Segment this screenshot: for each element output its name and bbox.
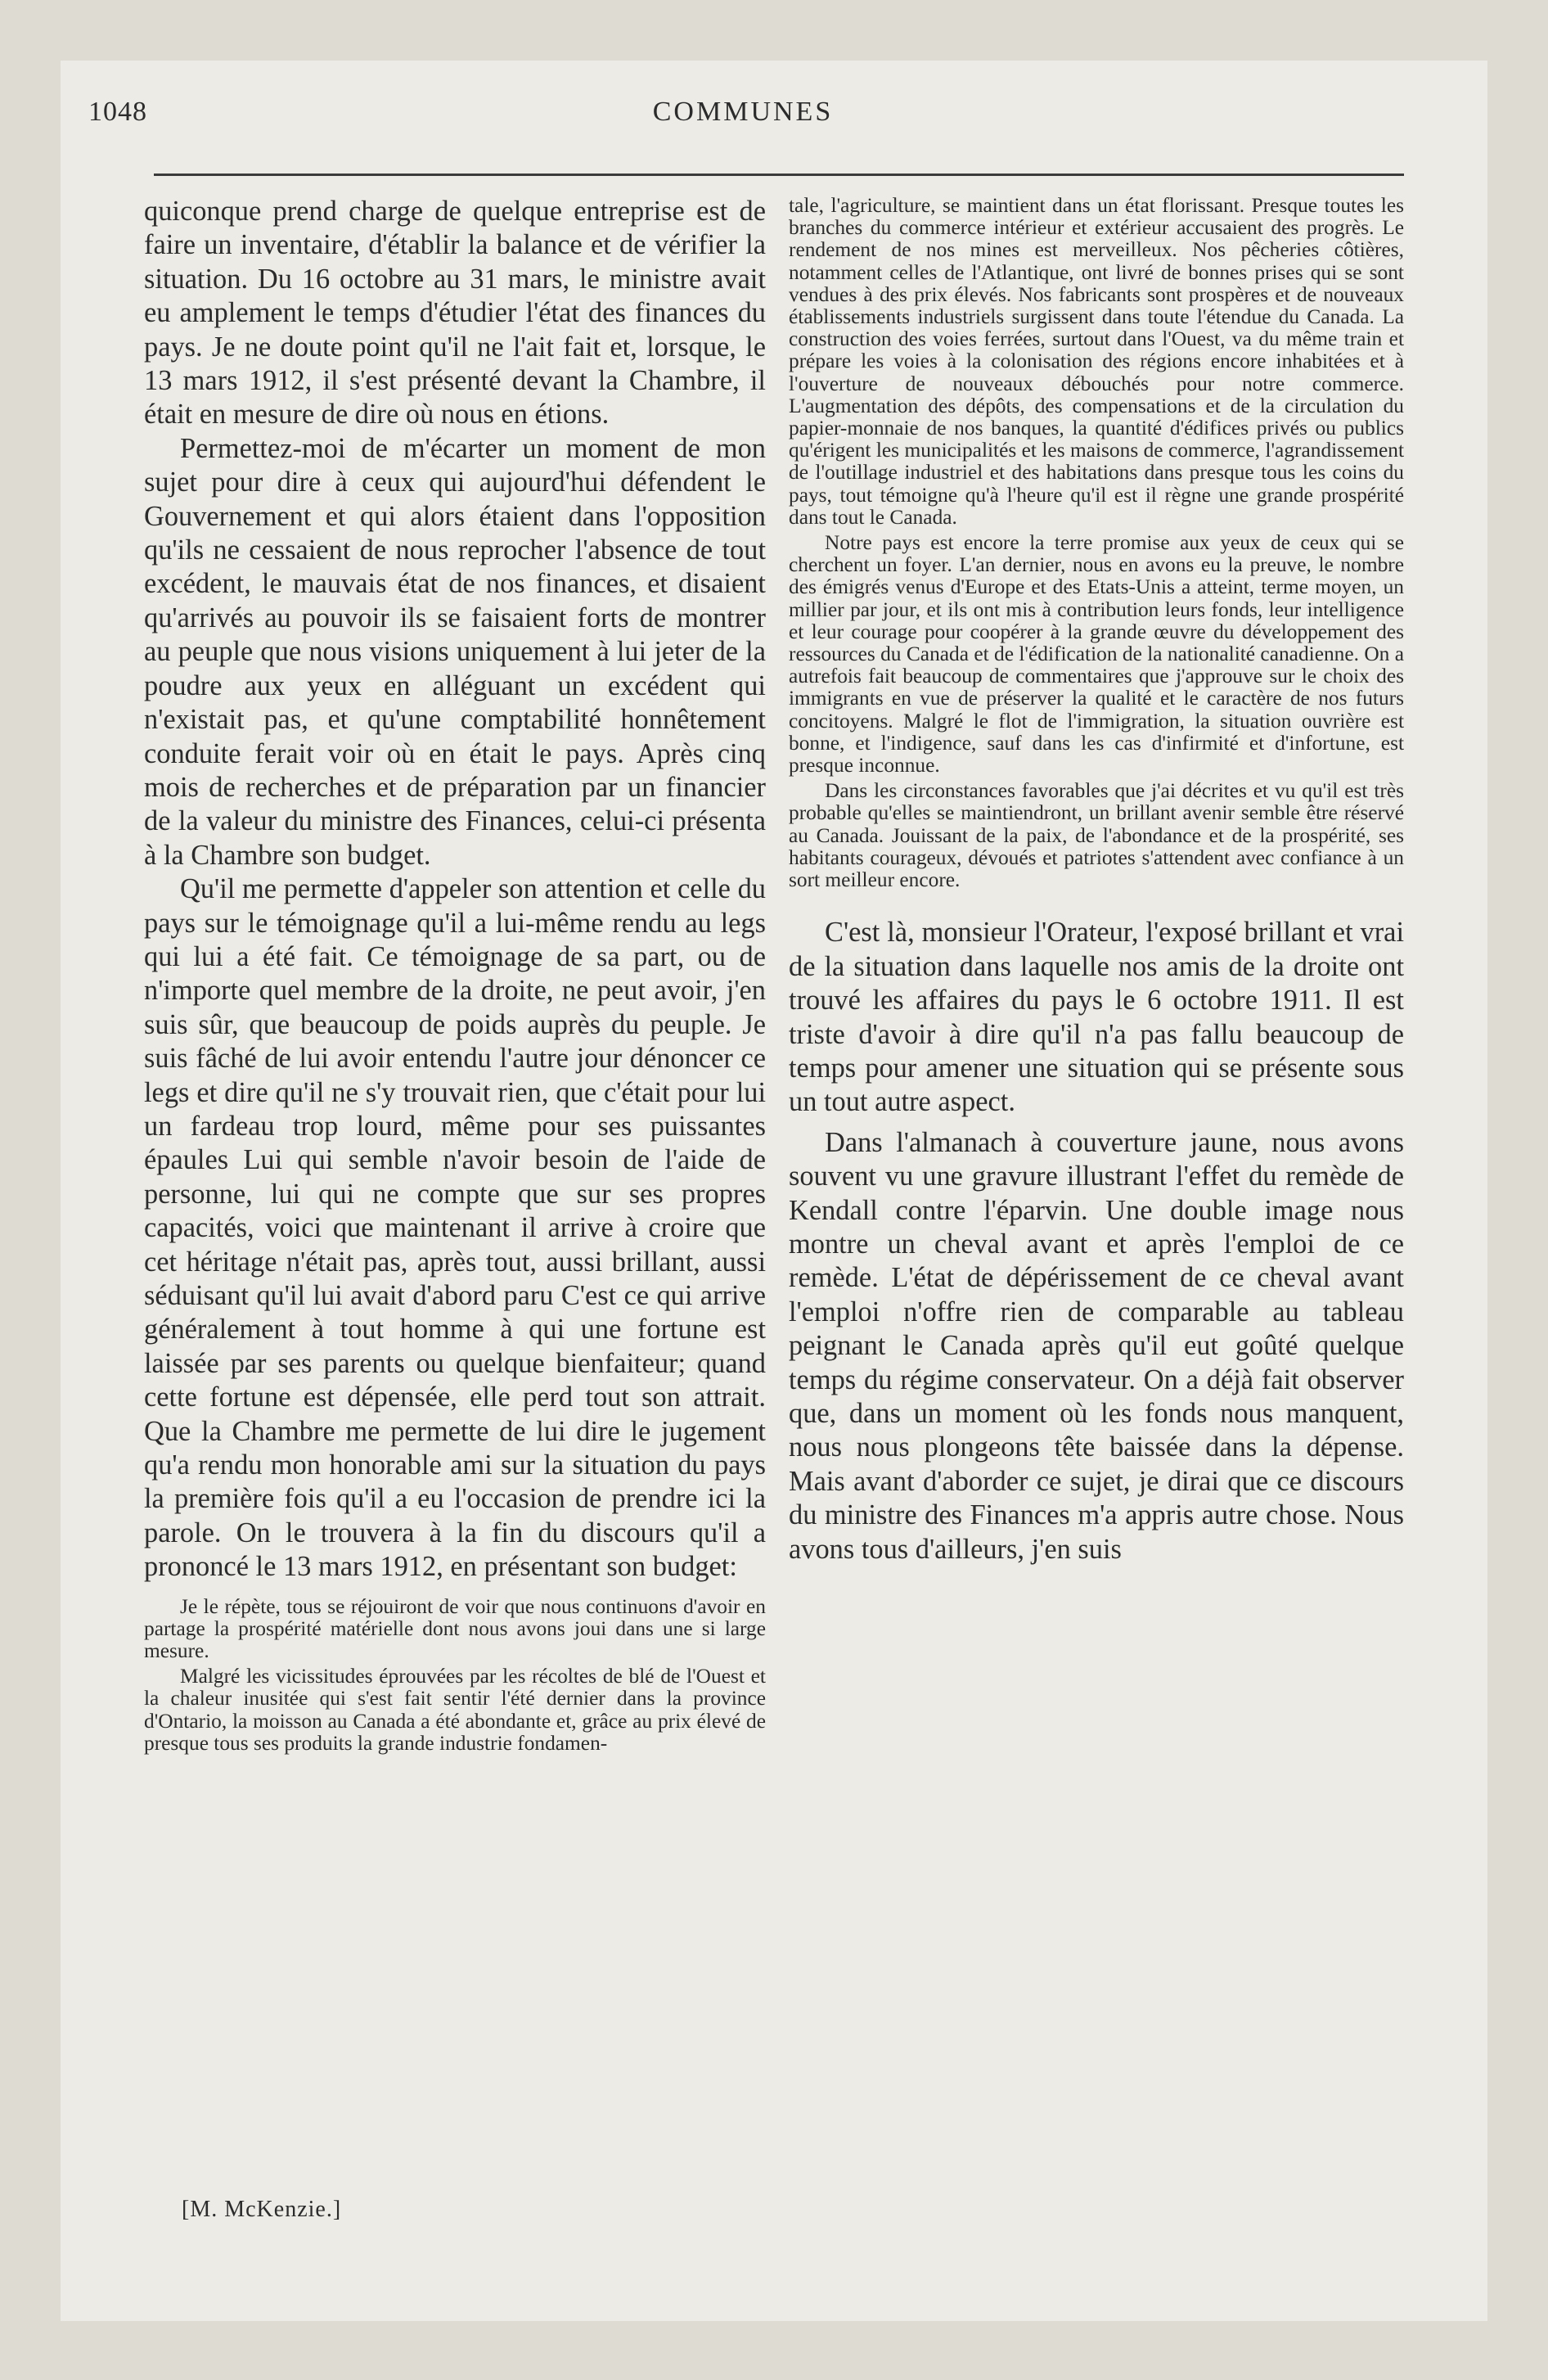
speaker-footer: [M. McKenzie.] xyxy=(182,2197,342,2222)
spacer xyxy=(789,891,1404,916)
paragraph: quiconque prend charge de quelque entreprise est de faire un inventaire, d'établir la balance et de vérifier la situation. Du 16 octobre au 31 mars, le ministre avait eu amplement le temps d'étudier l'état des finances du pays. Je ne doute point qu'il ne l'ait fait et, lorsque, le 13 mars 1912, il s'est présenté devant la Chambre, il était en mesure de dire où nous en étions. xyxy=(144,196,766,430)
running-head: COMMUNES xyxy=(652,97,834,127)
left-column xyxy=(144,195,766,1755)
quoted-paragraph: Je le répète, tous se réjouiront de voir que nous continuons d'avoir en partage la prospérité matérielle dont nous avons joui dans une si large mesure. xyxy=(144,1594,766,1663)
paragraph: Permettez-moi de m'écarter un moment de mon sujet pour dire à ceux qui aujourd'hui défendent le Gouvernement et qui alors étaient dans l'opposition qu'ils ne cessaient de nous reprocher l'absence de tout excédent, le mauvais état de nos finances, et disaient qu'arrivés au pouvoir ils se faisaient forts de montrer au peuple que nous visions uniquement à lui jeter de la poudre aux yeux en alléguant un excédent qui n'existait pas, et qu'une comptabilité honnêtement conduite ferait voir où en était le pays. Après cinq mois de recherches et de préparation par un financier de la valeur du ministre des Finances, celui-ci présenta à la Chambre son budget. xyxy=(144,432,766,871)
quoted-paragraph: Malgré les vicissitudes éprouvées par les récoltes de blé de l'Ouest et la chaleur inusitée qui s'est fait sentir l'été dernier dans la province d'Ontario, la moisson au Canada a été abondante et, grâce au prix élevé de presque tous ses produits la grande industrie fondamen- xyxy=(144,1665,766,1755)
spacer xyxy=(144,1584,766,1596)
page-number: 1048 xyxy=(88,97,147,127)
spacer xyxy=(789,1120,1404,1126)
header-rule xyxy=(154,174,1404,176)
quoted-paragraph: tale, l'agriculture, se maintient dans un état florissant. Presque toutes les branches du commerce intérieur et extérieur accusaient des progrès. Le rendement de nos mines est merveilleux. Nos pêcheries côtières, notamment celles de l'Atlantique, ont livré de bonnes prises qui se sont vendues à des prix élevés. Nos fabricants sont prospères et de nouveaux établissements industriels surgissent dans toute l'étendue du Canada. La construction des voies ferrées, surtout dans l'Ouest, va du même train et prépare les voies à la colonisation des régions encore inhabitées et à l'ouverture de nouveaux débouchés pour notre commerce. L'augmentation des dépôts, des compensations et de la circulation du papier-monnaie de nos banques, la quantité d'édifices privés ou publics qu'érigent les municipalités et les maisons de commerce, l'agrandissement de l'outillage industriel et des habitations dans presque tous les coins du pays, tout témoigne qu'à l'heure qu'il est il règne une grande prospérité dans tout le Canada. xyxy=(789,194,1404,529)
paragraph: Qu'il me permette d'appeler son attention et celle du pays sur le témoignage qu'il a lui-même rendu au legs qui lui a été fait. Ce témoignage de sa part, ou de n'importe quel membre de la droite, ne peut avoir, j'en suis sûr, que beaucoup de poids auprès du peuple. Je suis fâché de lui avoir entendu l'autre jour dénoncer ce legs et dire qu'il ne s'y trouvait rien, que c'était pour lui un fardeau trop lourd, même pour ses puissantes épaules Lui qui semble n'avoir besoin de l'aide de personne, lui qui ne compte que sur ses propres capacités, voici que maintenant il arrive à croire que cet héritage n'était pas, après tout, aussi brillant, aussi séduisant qu'il lui avait d'abord paru C'est ce qui arrive généralement à tout homme à qui une fortune est laissée par ses parents ou quelque bienfaiteur; quand cette fortune est dépensée, elle perd tout son attrait. Que la Chambre me permette de lui dire le jugement qu'a rendu mon honorable ami sur la situation du pays la première fois qu'il a eu l'occasion de prendre ici la parole. On le trouvera à la fin du discours qu'il a prononcé le 13 mars 1912, en présentant son budget: xyxy=(144,873,766,1583)
quoted-paragraph: Notre pays est encore la terre promise aux yeux de ceux qui se cherchent un foyer. L'an dernier, nous en avons eu la preuve, le nombre des émigrés venus d'Europe et des Etats-Unis a atteint, terme moyen, un millier par jour, et ils ont mis à contribution leurs fonds, leur intelligence et leur courage pour coopérer à la grande œuvre du développement des ressources du Canada et de l'édification de la nationalité canadienne. On a autrefois fait beaucoup de commentaires que j'approuve sur le choix des immigrants en vue de préserver la qualité et le caractère de nos futurs concitoyens. Malgré le flot de l'immigration, la situation ouvrière est bonne, et l'indigence, sauf dans les cas d'infirmité et d'infortune, est presque inconnue. xyxy=(789,531,1404,778)
paragraph: Dans l'almanach à couverture jaune, nous avons souvent vu une gravure illustrant l'effet du remède de Kendall contre l'éparvin. Une double image nous montre un cheval avant et après l'emploi de ce remède. L'état de dépérissement de ce cheval avant l'emploi n'offre rien de comparable au tableau peignant le Canada après qu'il eut goûté quelque temps du régime conservateur. On a déjà fait observer que, dans un moment où les fonds nous manquent, nous nous plongeons tête baissée dans la dépense. Mais avant d'aborder ce sujet, je dirai que ce discours du ministre des Finances m'a appris autre chose. Nous avons tous d'ailleurs, j'en suis xyxy=(789,1126,1404,1565)
quoted-paragraph: Dans les circonstances favorables que j'ai décrites et vu qu'il est très probable qu'elles se maintiendront, un brillant avenir semble être réservé au Canada. Jouissant de la paix, de l'abondance et de la prospérité, ses habitants courageux, dévoués et patriotes s'attendent avec confiance à un sort meilleur encore. xyxy=(789,779,1404,892)
right-column xyxy=(789,195,1404,1566)
paragraph: C'est là, monsieur l'Orateur, l'exposé brillant et vrai de la situation dans laquelle nos amis de la droite ont trouvé les affaires du pays le 6 octobre 1911. Il est triste d'avoir à dire qu'il n'a pas fallu beaucoup de temps pour amener une situation qui se présente sous un tout autre aspect. xyxy=(789,917,1404,1118)
page-header xyxy=(88,97,1397,146)
